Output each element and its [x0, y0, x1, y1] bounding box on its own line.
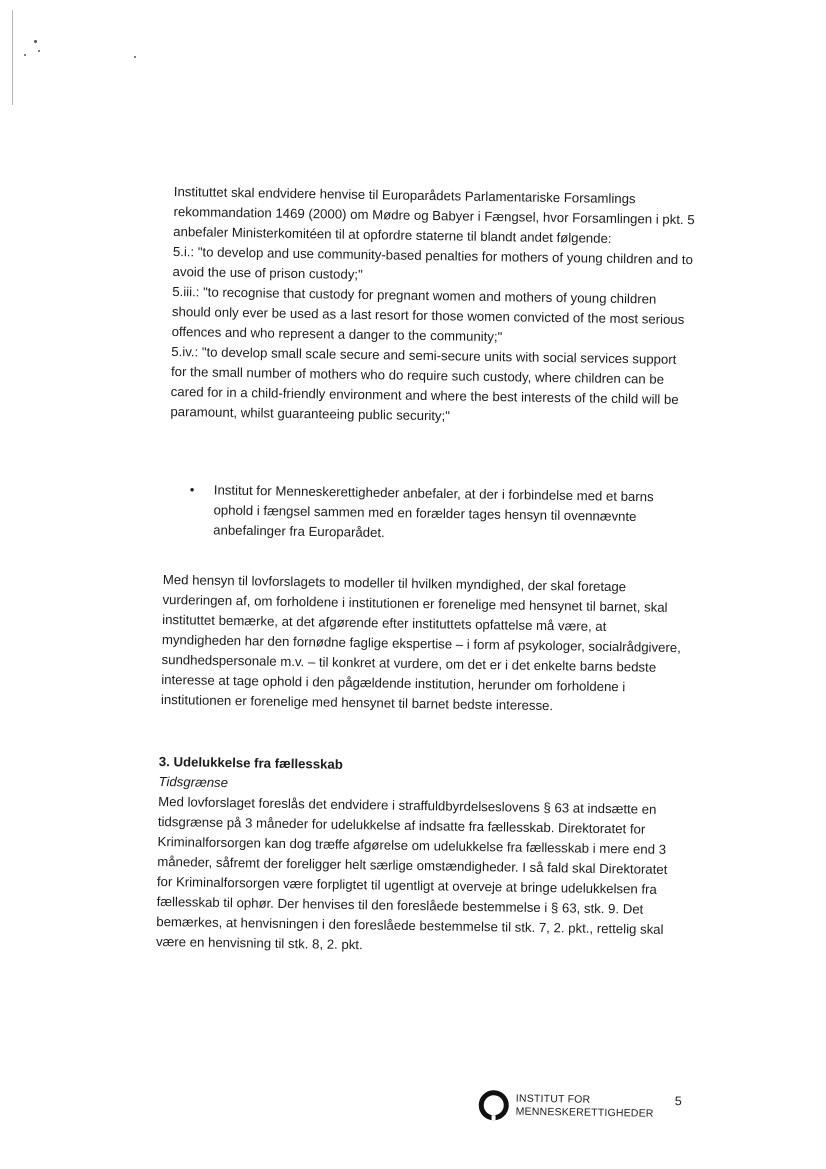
- institute-name-line1: INSTITUT FOR: [515, 1092, 591, 1106]
- text-line: for Kriminalforsorgen være forpligtet til ugentligt at overveje at bringe udelukkelsen fra: [156, 873, 657, 897]
- text-line: 5.i.: "to develop and use community-based penalties for mothers of young children and to: [172, 243, 693, 268]
- text-line: Med lovforslaget foreslås det endvidere i straffuldbyrdelseslovens § 63 at indsætte en: [158, 793, 657, 817]
- text-line: myndigheden har den fornødne faglige ekspertise – i form af psykologer, socialrådgivere,: [161, 631, 681, 656]
- text-line: avoid the use of prison custody;": [172, 263, 363, 282]
- institute-name-line2: MENNESKERETTIGHEDER: [515, 1105, 654, 1120]
- text-line: anbefaler Ministerkomitéen til at opfordre staterne til blandt andet følgende:: [173, 223, 612, 246]
- section-subheading: Tidsgrænse: [158, 773, 229, 791]
- text-line: should only ever be used as a last resort for those women convicted of the most serious: [171, 303, 685, 328]
- text-line: sundhedspersonale m.v. – til konkret at vurdere, om det er i det enkelte barns bedste: [161, 651, 657, 675]
- text-line: cared for in a child-friendly environment and where the best interests of the child will be: [170, 383, 679, 407]
- text-line: Institut for Menneskerettigheder anbefaler, at der i forbindelse med et barns: [213, 482, 654, 505]
- scan-speck: [38, 50, 40, 52]
- text-line: 5.iii.: "to recognise that custody for pregnant women and mothers of young children: [172, 283, 657, 307]
- text-line: ophold i fængsel sammen med en forælder tages hensyn til ovennævnte: [213, 502, 637, 525]
- bullet-text: [213, 480, 690, 547]
- text-line: anbefalinger fra Europarådet.: [213, 522, 385, 541]
- text-line: fællesskab til ophør. Der henvises til den foreslåede bestemmelse i § 63, stk. 9. Det: [156, 893, 644, 917]
- recommendation-bullet: [189, 480, 690, 548]
- text-line: 5.iv.: "to develop small scale secure and semi-secure units with social services support: [171, 343, 677, 367]
- text-line: være en henvisning til stk. 8, 2. pkt.: [155, 933, 363, 953]
- text-line: instituttet bemærke, at det afgørende efter instituttets opfattelse må være, at: [162, 611, 607, 634]
- scan-edge-mark: [12, 10, 13, 105]
- text-line: Instituttet skal endvidere henvise til Europarådets Parlamentariske Forsamlings: [173, 183, 636, 207]
- text-line: Med hensyn til lovforslagets to modeller til hvilken myndighed, der skal foretage: [162, 571, 627, 595]
- institute-logo-icon: [477, 1089, 509, 1121]
- section-exclusion: [156, 752, 704, 961]
- text-line: for the small number of mothers who do require such custody, where children can be: [170, 363, 665, 387]
- text-line: institutionen er forenelige med hensynet til barnet bedste interesse.: [160, 691, 554, 714]
- text-line: paramount, whilst guaranteeing public security;": [170, 403, 451, 424]
- text-line: Kriminalforsorgen kan dog træffe afgørelse om udelukkelse fra fællesskab i mere end 3: [157, 833, 667, 857]
- page-number: 5: [674, 1094, 682, 1109]
- text-line: offences and who represent a danger to the community;": [171, 323, 503, 345]
- authority-paragraph: [161, 570, 708, 719]
- institute-name: [516, 1093, 654, 1121]
- text-line: interesse at tage ophold i den pågældende institution, herunder om forholdene i: [161, 671, 626, 695]
- text-line: vurderingen af, om forholdene i institutionen er forenelige med hensynet til barnet, skal: [162, 591, 668, 615]
- page-footer: [477, 1089, 708, 1129]
- scan-speck: [34, 40, 37, 43]
- scan-speck: [134, 56, 136, 58]
- section-heading: 3. Udelukkelse fra fællesskab: [158, 753, 343, 772]
- text-line: bemærkes, at henvisningen i den foreslåede bestemmelse til stk. 7, 2. pkt., rettelig skal: [156, 913, 664, 937]
- text-line: rekommandation 1469 (2000) om Mødre og Babyer i Fængsel, hvor Forsamlingen i pkt. 5: [173, 203, 695, 228]
- bullet-marker: •: [189, 481, 195, 498]
- scan-speck: [24, 54, 26, 56]
- text-line: tidsgrænse på 3 måneder for udelukkelse af indsatte fra fællesskab. Direktoratet for: [157, 813, 646, 837]
- text-line: måneder, såfremt der foreligger helt særlige omstændigheder. I så fald skal Direktoratet: [157, 853, 668, 877]
- recommendation-paragraph: [170, 182, 719, 431]
